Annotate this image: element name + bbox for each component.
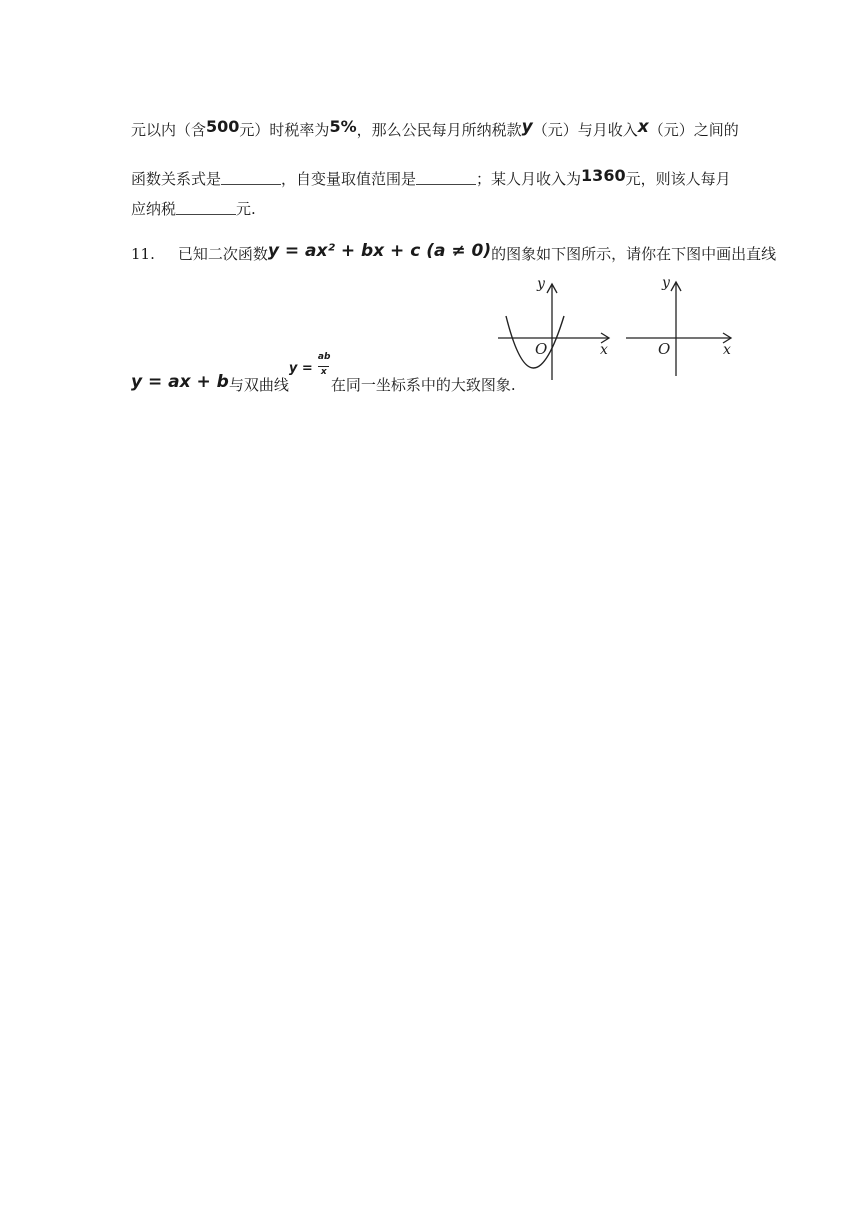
text: ，那么公民每月所纳税款 [356,121,522,139]
text: 元，则该人每月 [625,170,731,188]
answer-blank-3[interactable] [176,200,236,215]
hyperbola-formula [288,352,331,384]
q10-line-3 [131,200,256,217]
parabola-graph [498,272,618,382]
text: 元以内（含 [131,121,207,139]
text: （元）之间的 [648,121,739,139]
text: ；某人月收入为 [476,170,582,188]
question-number: 11. [131,245,155,263]
math-x: x [637,117,649,137]
answer-blank-1[interactable] [221,170,281,185]
hyperbola-lhs: y = [288,361,313,376]
origin-label: O [658,340,671,358]
text: 的图象如下图所示，请你在下图中画出直线 [491,245,777,263]
text: 元. [236,200,256,218]
quadratic-formula: y = ax² + bx + c (a ≠ 0) [267,241,492,261]
text: 函数关系式是 [131,170,222,188]
text: ，自变量取值范围是 [281,170,417,188]
q11-line-1 [131,241,777,263]
text: 已知二次函数 [177,245,268,263]
x-axis-label: x [600,342,608,358]
math-1360: 1360 [581,166,626,185]
math-5-percent: 5% [329,117,357,136]
fraction-numerator: ab [317,352,331,362]
text: 元）时税率为 [239,121,330,139]
math-y: y [521,117,533,137]
math-500: 500 [206,117,240,136]
q10-line-2 [131,166,731,188]
origin-label: O [535,340,548,358]
y-axis-label: y [537,276,545,292]
blank-coordinate-graph [622,272,740,382]
text: 与双曲线 [228,376,289,394]
text: （元）与月收入 [532,121,638,139]
answer-blank-2[interactable] [416,170,476,185]
q10-line-1 [131,117,739,139]
fraction-denominator: x [320,367,327,377]
y-axis-label: y [662,275,670,291]
x-axis-label: x [723,342,731,358]
linear-formula: y = ax + b [131,372,229,392]
q11-line-2 [131,352,516,394]
text: 在同一坐标系中的大致图象. [330,376,516,394]
text: 应纳税 [131,200,177,218]
